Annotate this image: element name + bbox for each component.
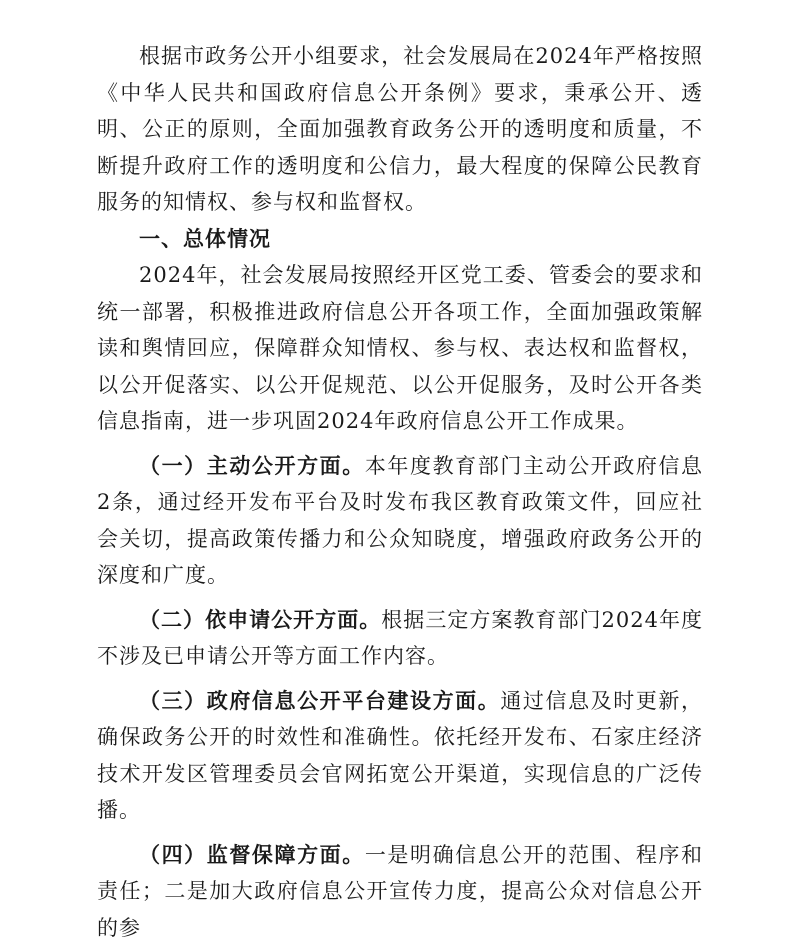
item-platform-construction	[97, 683, 703, 829]
item-proactive-disclosure	[97, 448, 703, 594]
section-heading-overview: 一、总体情况	[97, 221, 703, 258]
item-text: 通过信息及时更新，确保政务公开的时效性和准确性。依托经开发布、石家庄经济技术开发区管理委员会官网拓宽公开渠道，实现信息的广泛传播。	[97, 689, 703, 823]
document-page	[97, 38, 703, 946]
item-text: 根据三定方案教育部门2024年度不涉及已申请公开等方面工作内容。	[97, 608, 703, 669]
item-supervision	[97, 837, 703, 946]
item-lead: （二）依申请公开方面。	[139, 608, 381, 632]
item-text: 本年度教育部门主动公开政府信息2条，通过经开发布平台及时发布我区教育政策文件，回应社会关切，提高政策传播力和公众知晓度，增强政府政务公开的深度和广度。	[97, 454, 703, 588]
item-text: 一是明确信息公开的范围、程序和责任；二是加大政府信息公开宣传力度，提高公众对信息公开的参	[97, 843, 703, 940]
item-lead: （四）监督保障方面。	[139, 843, 365, 867]
intro-paragraph: 根据市政务公开小组要求，社会发展局在2024年严格按照《中华人民共和国政府信息公开条例》要求，秉承公开、透明、公正的原则，全面加强教育政务公开的透明度和质量，不断提升政府工作的透明度和公信力，最大程度的保障公民教育服务的知情权、参与权和监督权。	[97, 38, 703, 221]
item-lead: （一）主动公开方面。	[139, 454, 365, 478]
item-lead: （三）政府信息公开平台建设方面。	[139, 689, 500, 713]
item-request-disclosure	[97, 602, 703, 675]
overview-paragraph: 2024年，社会发展局按照经开区党工委、管委会的要求和统一部署，积极推进政府信息公开各项工作，全面加强政策解读和舆情回应，保障群众知情权、参与权、表达权和监督权，以公开促落实、以公开促规范、以公开促服务，及时公开各类信息指南，进一步巩固2024年政府信息公开工作成果。	[97, 257, 703, 440]
